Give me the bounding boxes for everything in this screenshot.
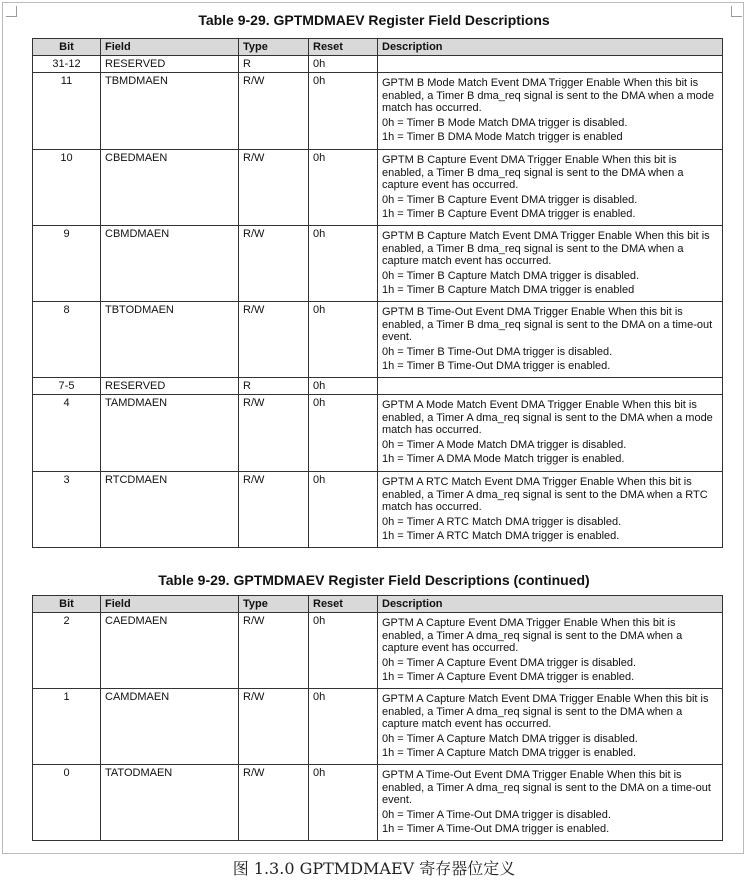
field-cell: RESERVED: [101, 56, 239, 73]
register-table-2: [32, 595, 723, 841]
description-line: GPTM A Time-Out Event DMA Trigger Enable When this bit is: [382, 769, 682, 781]
bit-cell: 31-12: [33, 56, 101, 73]
description-paragraph: [382, 693, 718, 731]
description-line: GPTM A Capture Match Event DMA Trigger Enable When this bit is: [382, 693, 709, 705]
description-paragraph: [382, 117, 718, 130]
bit-cell: 9: [33, 226, 101, 302]
description-paragraph: [382, 747, 718, 760]
description-paragraph: [382, 530, 718, 543]
type-cell: R/W: [239, 472, 309, 548]
description-line: enabled, a Timer A dma_req signal is sent to the DMA on a time-out: [382, 781, 711, 794]
type-cell: R/W: [239, 73, 309, 150]
table-row: [33, 613, 723, 689]
description-line: 0h = Timer A Capture Match DMA trigger is disabled.: [382, 732, 638, 745]
bit-cell: 4: [33, 395, 101, 472]
description-line: enabled, a Timer A dma_req signal is sent to the DMA when a RTC: [382, 488, 708, 501]
description-line: 0h = Timer A Capture Event DMA trigger is disabled.: [382, 656, 637, 669]
description-paragraph: [382, 809, 718, 822]
description-cell: [378, 302, 723, 378]
description-paragraph: [382, 399, 718, 437]
reset-cell: 0h: [309, 226, 378, 302]
bit-cell: 3: [33, 472, 101, 548]
reset-cell: 0h: [309, 302, 378, 378]
type-cell: R: [239, 378, 309, 395]
reset-cell: 0h: [309, 378, 378, 395]
description-cell: [378, 56, 723, 73]
description-line: enabled, a Timer B dma_req signal is sent to the DMA when a: [382, 242, 684, 255]
field-cell: TAMDMAEN: [101, 395, 239, 472]
header-description: Description: [378, 596, 723, 613]
figure-caption: 图 1.3.0 GPTMDMAEV 寄存器位定义: [232, 859, 516, 878]
description-paragraph: [382, 516, 718, 529]
description-paragraph: [382, 733, 718, 746]
description-paragraph: [382, 230, 718, 268]
field-cell: CAMDMAEN: [101, 689, 239, 765]
description-line: match has occurred.: [382, 424, 482, 436]
field-cell: CAEDMAEN: [101, 613, 239, 689]
field-cell: TBTODMAEN: [101, 302, 239, 378]
table-row: [33, 302, 723, 378]
description-cell: [378, 613, 723, 689]
register-table-1: [32, 38, 723, 548]
bit-cell: 11: [33, 73, 101, 150]
description-line: match has occurred.: [382, 501, 482, 513]
description-line: 0h = Timer A Mode Match DMA trigger is disabled.: [382, 438, 627, 451]
description-line: event.: [382, 331, 412, 343]
table-row: [33, 73, 723, 150]
description-paragraph: [382, 439, 718, 452]
description-line: 0h = Timer B Mode Match DMA trigger is disabled.: [382, 116, 628, 129]
table-row: [33, 56, 723, 73]
description-paragraph: [382, 270, 718, 283]
description-line: enabled, a Timer B dma_req signal is sent to the DMA on a time-out: [382, 318, 713, 331]
table-row: [33, 689, 723, 765]
description-paragraph: [382, 476, 718, 514]
header-bit: Bit: [33, 596, 101, 613]
description-cell: [378, 226, 723, 302]
header-reset: Reset: [309, 596, 378, 613]
reset-cell: 0h: [309, 395, 378, 472]
bit-cell: 7-5: [33, 378, 101, 395]
description-paragraph: [382, 617, 718, 655]
description-paragraph: [382, 823, 718, 836]
description-cell: [378, 150, 723, 226]
description-line: 1h = Timer A DMA Mode Match trigger is enabled.: [382, 453, 625, 465]
description-paragraph: [382, 208, 718, 221]
description-cell: [378, 689, 723, 765]
field-cell: CBMDMAEN: [101, 226, 239, 302]
description-line: GPTM A Mode Match Event DMA Trigger Enable When this bit is: [382, 399, 697, 411]
description-line: match has occurred.: [382, 102, 482, 114]
reset-cell: 0h: [309, 73, 378, 150]
table-row: [33, 226, 723, 302]
header-bit: Bit: [33, 39, 101, 56]
table-2-title: Table 9-29. GPTMDMAEV Register Field Descriptions (continued): [158, 572, 590, 588]
reset-cell: 0h: [309, 56, 378, 73]
description-line: 0h = Timer B Capture Event DMA trigger is disabled.: [382, 193, 638, 206]
table-row: [33, 395, 723, 472]
description-line: capture match event has occurred.: [382, 718, 552, 730]
description-line: capture event has occurred.: [382, 642, 519, 654]
bit-cell: 10: [33, 150, 101, 226]
description-line: GPTM A Capture Event DMA Trigger Enable When this bit is: [382, 617, 676, 629]
description-line: GPTM B Time-Out Event DMA Trigger Enable When this bit is: [382, 306, 683, 318]
description-line: GPTM B Capture Event DMA Trigger Enable When this bit is: [382, 154, 677, 166]
reset-cell: 0h: [309, 613, 378, 689]
description-paragraph: [382, 284, 718, 297]
description-paragraph: [382, 194, 718, 207]
description-paragraph: [382, 769, 718, 807]
header-description: Description: [378, 39, 723, 56]
header-field: Field: [101, 596, 239, 613]
description-cell: [378, 378, 723, 395]
bit-cell: 2: [33, 613, 101, 689]
description-line: 1h = Timer B Capture Event DMA trigger is enabled.: [382, 208, 636, 220]
table-header-row: [33, 596, 723, 613]
reset-cell: 0h: [309, 689, 378, 765]
field-cell: TBMDMAEN: [101, 73, 239, 150]
reset-cell: 0h: [309, 472, 378, 548]
type-cell: R: [239, 56, 309, 73]
type-cell: R/W: [239, 613, 309, 689]
description-cell: [378, 395, 723, 472]
description-paragraph: [382, 346, 718, 359]
table-row: [33, 150, 723, 226]
type-cell: R/W: [239, 226, 309, 302]
description-paragraph: [382, 453, 718, 466]
description-line: enabled, a Timer B dma_req signal is sent to the DMA when a mode: [382, 89, 715, 102]
field-cell: TATODMAEN: [101, 765, 239, 841]
description-line: capture match event has occurred.: [382, 255, 552, 267]
field-cell: RTCDMAEN: [101, 472, 239, 548]
description-line: enabled, a Timer A dma_req signal is sent to the DMA when a: [382, 629, 683, 642]
header-reset: Reset: [309, 39, 378, 56]
description-line: 0h = Timer B Capture Match DMA trigger is disabled.: [382, 269, 640, 282]
table-1-title: Table 9-29. GPTMDMAEV Register Field Descriptions: [198, 12, 550, 28]
field-cell: RESERVED: [101, 378, 239, 395]
table-row: [33, 472, 723, 548]
description-paragraph: [382, 77, 718, 115]
description-cell: [378, 472, 723, 548]
description-line: 0h = Timer A RTC Match DMA trigger is disabled.: [382, 515, 622, 528]
description-paragraph: [382, 671, 718, 684]
description-line: enabled, a Timer B dma_req signal is sent to the DMA when a: [382, 166, 684, 179]
description-paragraph: [382, 154, 718, 192]
bit-cell: 8: [33, 302, 101, 378]
description-line: capture event has occurred.: [382, 179, 519, 191]
description-line: enabled, a Timer A dma_req signal is sent to the DMA when a mode: [382, 411, 713, 424]
header-type: Type: [239, 39, 309, 56]
header-field: Field: [101, 39, 239, 56]
description-paragraph: [382, 131, 718, 144]
description-paragraph: [382, 360, 718, 373]
description-line: GPTM B Mode Match Event DMA Trigger Enable When this bit is: [382, 77, 699, 89]
description-line: event.: [382, 794, 412, 806]
table-row: [33, 765, 723, 841]
table-header-row: [33, 39, 723, 56]
description-cell: [378, 765, 723, 841]
reset-cell: 0h: [309, 150, 378, 226]
description-paragraph: [382, 306, 718, 344]
description-line: 1h = Timer A Capture Event DMA trigger is enabled.: [382, 671, 635, 683]
type-cell: R/W: [239, 302, 309, 378]
description-line: enabled, a Timer A dma_req signal is sent to the DMA when a: [382, 705, 683, 718]
description-line: 1h = Timer A RTC Match DMA trigger is enabled.: [382, 530, 620, 542]
type-cell: R/W: [239, 395, 309, 472]
field-cell: CBEDMAEN: [101, 150, 239, 226]
description-line: 0h = Timer B Time-Out DMA trigger is disabled.: [382, 345, 613, 358]
description-line: 1h = Timer B DMA Mode Match trigger is enabled: [382, 131, 623, 143]
description-line: GPTM B Capture Match Event DMA Trigger Enable When this bit is: [382, 230, 710, 242]
type-cell: R/W: [239, 689, 309, 765]
table-row: [33, 378, 723, 395]
bit-cell: 0: [33, 765, 101, 841]
description-line: GPTM A RTC Match Event DMA Trigger Enable When this bit is: [382, 476, 692, 488]
type-cell: R/W: [239, 765, 309, 841]
description-line: 0h = Timer A Time-Out DMA trigger is disabled.: [382, 808, 611, 821]
description-line: 1h = Timer B Capture Match DMA trigger is enabled: [382, 284, 635, 296]
bit-cell: 1: [33, 689, 101, 765]
type-cell: R/W: [239, 150, 309, 226]
description-cell: [378, 73, 723, 150]
description-paragraph: [382, 657, 718, 670]
description-line: 1h = Timer B Time-Out DMA trigger is enabled.: [382, 360, 611, 372]
description-line: 1h = Timer A Capture Match DMA trigger is enabled.: [382, 747, 637, 759]
reset-cell: 0h: [309, 765, 378, 841]
description-line: 1h = Timer A Time-Out DMA trigger is enabled.: [382, 823, 610, 835]
header-type: Type: [239, 596, 309, 613]
